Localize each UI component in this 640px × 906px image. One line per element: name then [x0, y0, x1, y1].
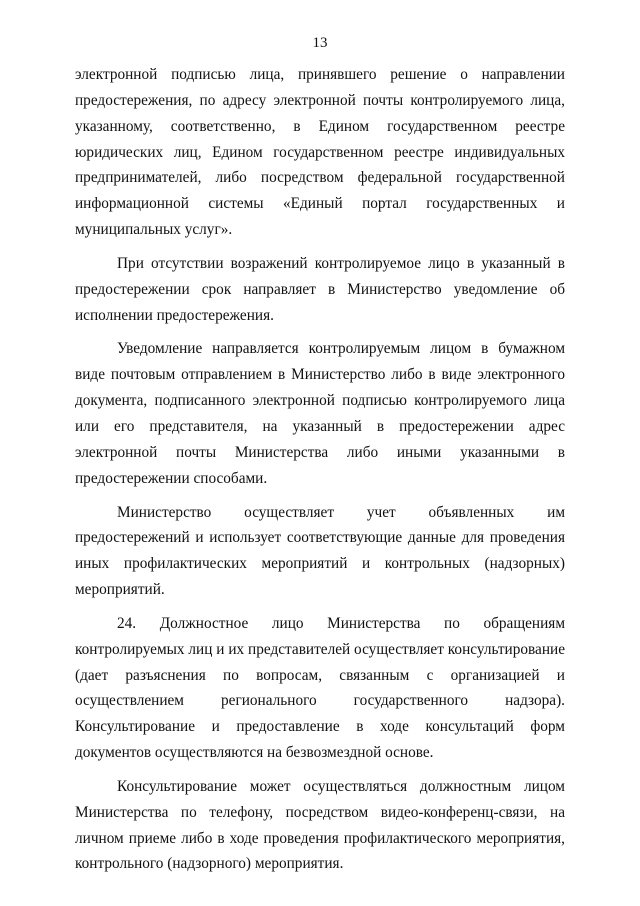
paragraph-notification: Уведомление направляется контролируемым лицом в бумажном виде почтовым отправлением в Министерство либо в виде электронного документа, подписанного электронной подписью контролируемого лица или его представителя, на указанный в предостережении адрес электронной почты Министерства либо иными указанными в предостережении способами. — [75, 340, 565, 487]
paragraph-ministry-record: Министерство осуществляет учет объявленных им предостережений и использует соответствующие данные для проведения иных профилактических мероприятий и контрольных (надзорных) мероприятий. — [75, 503, 565, 599]
paragraph-continuation: электронной подписью лица, принявшего решение о направлении предостережения, по адресу электронной почты контролируемого лица, указанному, соответственно, в Едином государственном реестре юридических лиц, Едином государственном реестре индивидуальных предпринимателей, либо посредством федеральной государственной информационной системы «Единый портал государственных и муниципальных услуг». — [75, 66, 565, 239]
document-body — [75, 62, 565, 885]
paragraph-item-24: 24. Должностное лицо Министерства по обращениям контролируемых лиц и их представителей осуществляет консультирование (дает разъяснения по вопросам, связанным с организацией и осуществлением регионального государственного надзора). Консультирование и предоставление в ходе консультаций форм документов осуществляются на безвозмездной основе. — [75, 614, 565, 762]
paragraph-no-objections: При отсутствии возражений контролируемое лицо в указанный в предостережении срок направляет в Министерство уведомление об исполнении предостережения. — [75, 254, 565, 324]
page-number: 13 — [312, 35, 328, 51]
paragraph-consulting-methods: Консультирование может осуществляться должностным лицом Министерства по телефону, посредством видео-конференц-связи, на личном приеме либо в ходе проведения профилактического мероприятия, контрольного (надзорного) мероприятия. — [75, 777, 565, 873]
